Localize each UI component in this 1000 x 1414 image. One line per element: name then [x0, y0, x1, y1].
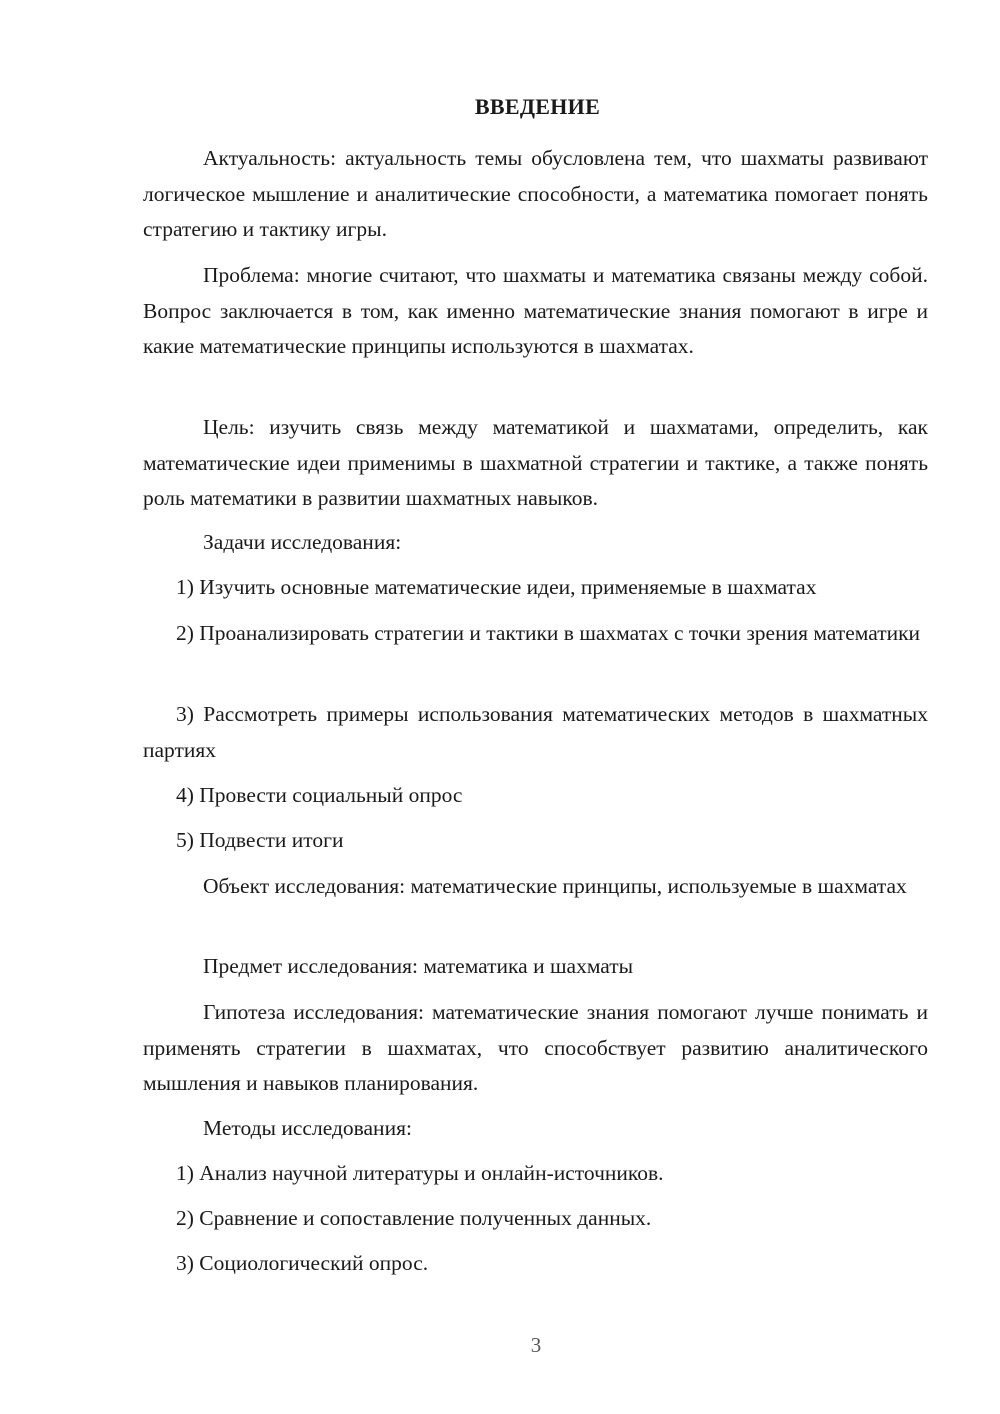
- task-item-4: 4) Провести социальный опрос: [176, 783, 463, 807]
- task-item-1: 1) Изучить основные математические идеи, применяемые в шахматах: [176, 575, 817, 599]
- object-paragraph: Объект исследования: математические принципы, используемые в шахматах: [203, 874, 907, 898]
- page-number: 3: [530, 1333, 542, 1357]
- task-item-5: 5) Подвести итоги: [176, 828, 344, 852]
- task-item-2: 2) Проанализировать стратегии и тактики в шахматах с точки зрения математики: [176, 621, 921, 645]
- task-item-3: 3) Рассмотреть примеры использования математических методов в шахматных партиях: [143, 702, 928, 762]
- page-title: ВВЕДЕНИЕ: [474, 94, 601, 119]
- hypothesis-paragraph: Гипотеза исследования: математические знания помогают лучше понимать и применять стратегии в шахматах, что способствует развитию аналитического мышления и навыков планирования.: [143, 1000, 928, 1095]
- method-item-2: 2) Сравнение и сопоставление полученных данных.: [176, 1206, 652, 1230]
- methods-heading: Методы исследования:: [203, 1116, 412, 1140]
- problem-paragraph: Проблема: многие считают, что шахматы и математика связаны между собой. Вопрос заключается в том, как именно математические знания помогают в игре и какие математические принципы используются в шахматах.: [143, 263, 928, 358]
- subject-paragraph: Предмет исследования: математика и шахматы: [203, 954, 634, 978]
- method-item-1: 1) Анализ научной литературы и онлайн-источников.: [176, 1161, 664, 1185]
- goal-paragraph: Цель: изучить связь между математикой и шахматами, определить, как математические идеи применимы в шахматной стратегии и тактике, а также понять роль математики в развитии шахматных навыков.: [143, 415, 928, 510]
- relevance-paragraph: Актуальность: актуальность темы обусловлена тем, что шахматы развивают логическое мышление и аналитические способности, а математика помогает понять стратегию и тактику игры.: [143, 146, 928, 241]
- tasks-heading: Задачи исследования:: [203, 530, 402, 554]
- method-item-3: 3) Социологический опрос.: [176, 1251, 429, 1275]
